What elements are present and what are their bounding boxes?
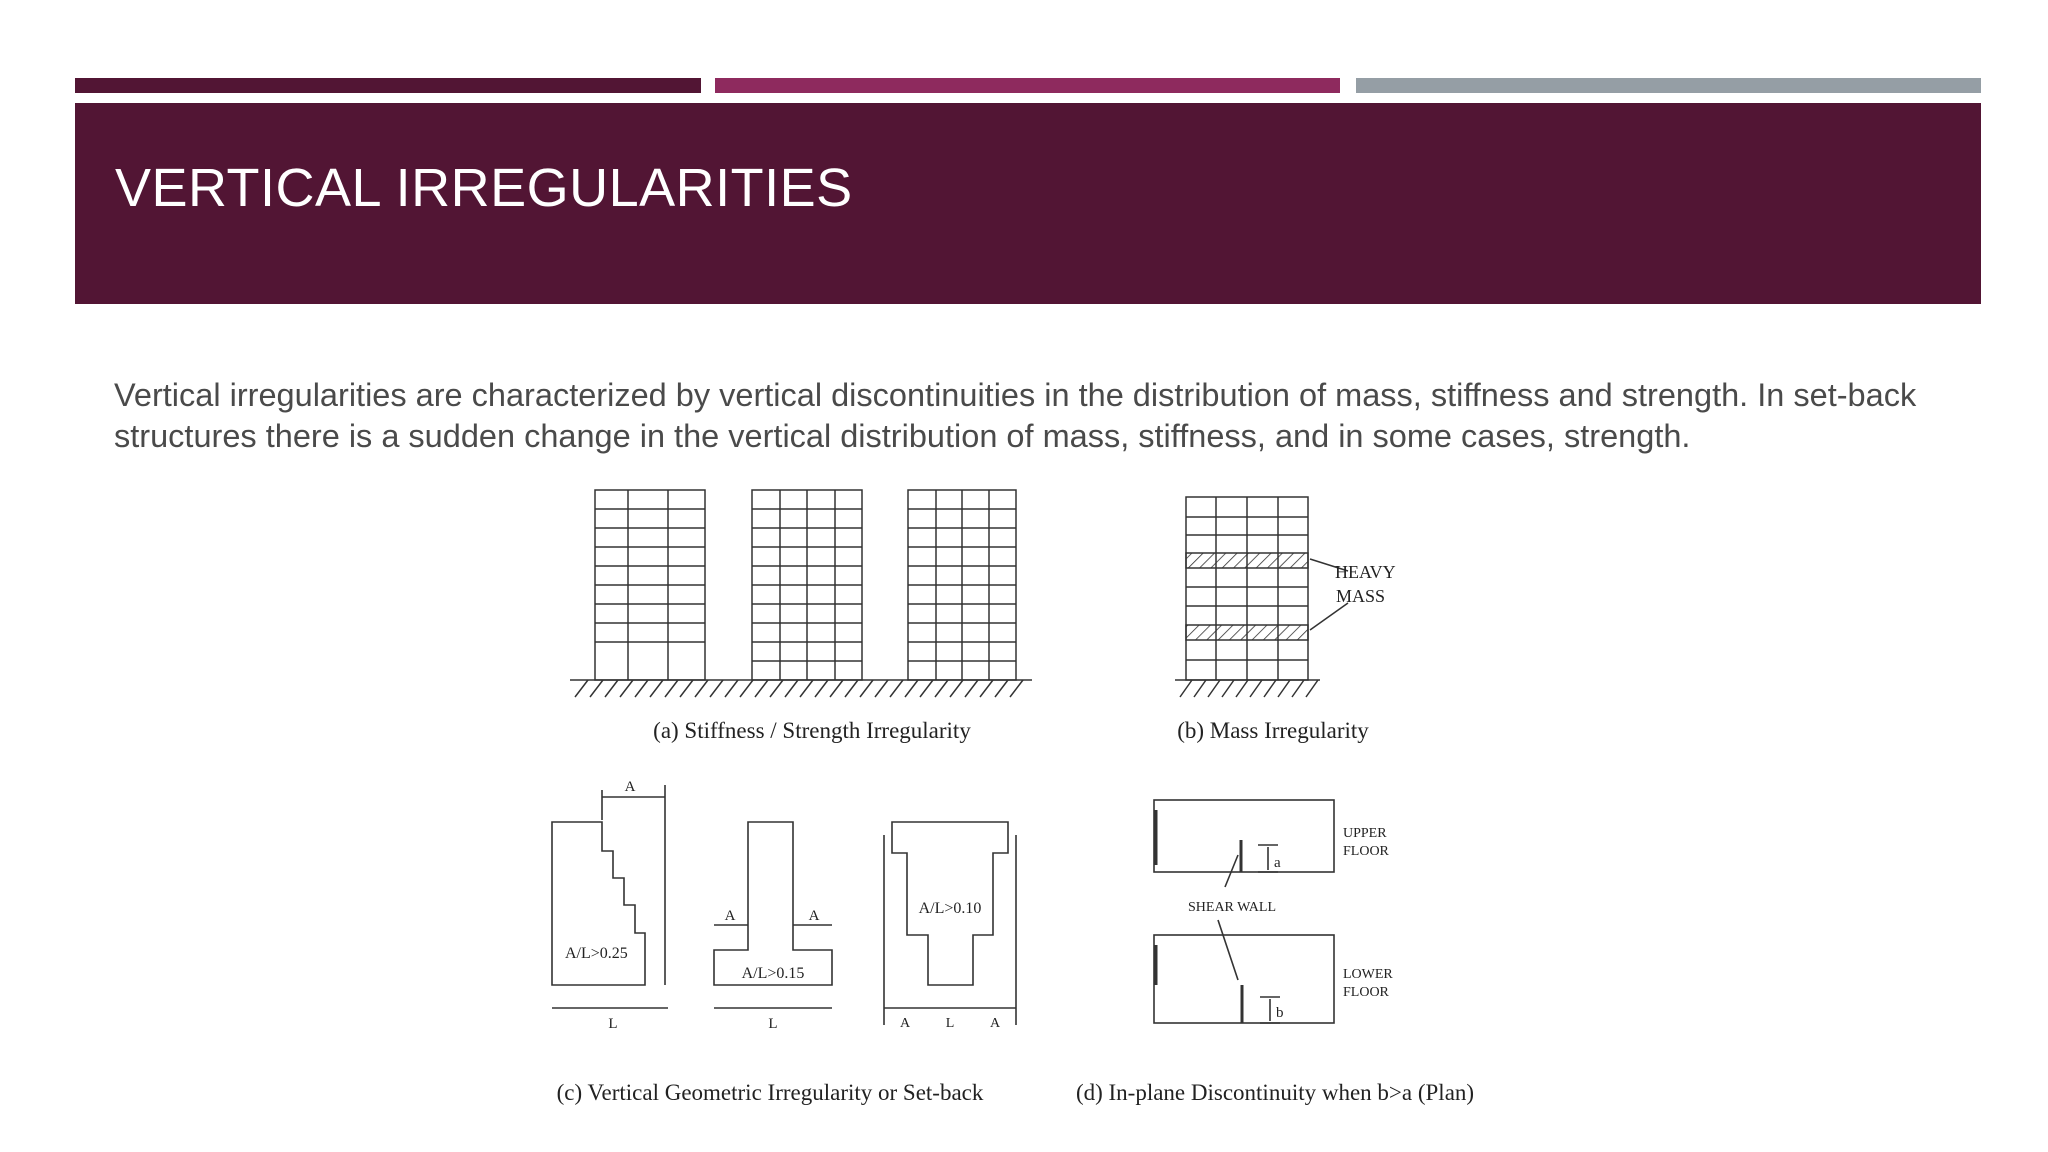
frame-building-1 <box>595 490 705 680</box>
caption-d: (d) In-plane Discontinuity when b>a (Plan) <box>1075 1080 1475 1105</box>
caption-c: (c) Vertical Geometric Irregularity or Set-back <box>556 1080 984 1105</box>
lower-label: LOWER <box>1343 967 1393 982</box>
shear-wall-label: SHEAR WALL <box>1188 900 1277 915</box>
dim-a-4: A <box>899 1016 911 1031</box>
irregularities-figure <box>500 475 1550 1115</box>
dim-b-small: b <box>1276 1005 1284 1021</box>
ground-line-a <box>570 680 1032 697</box>
accent-bar-1 <box>75 78 701 93</box>
body-paragraph: Vertical irregularities are characterized by vertical discontinuities in the distribution of mass, stiffness and strength. In set-back structures there is a sudden change in the vertical distribution of mass, stiffness, and in some cases, strength. <box>114 377 1917 454</box>
setback-shape-3 <box>884 822 1016 1025</box>
accent-bar-3 <box>1356 78 1981 93</box>
upper-floor-plan <box>1154 800 1334 872</box>
dim-a-small: a <box>1274 855 1281 871</box>
upper-floor-label: FLOOR <box>1343 844 1389 859</box>
dim-a-3: A <box>808 908 820 924</box>
dim-l-1: L <box>608 1016 618 1032</box>
lower-floor-label: FLOOR <box>1343 985 1389 1000</box>
caption-a: (a) Stiffness / Strength Irregularity <box>653 718 971 743</box>
dim-l-3: L <box>945 1016 955 1031</box>
slide-title: VERTICAL IRREGULARITIES <box>115 158 853 218</box>
dim-a-1: A <box>624 779 636 795</box>
upper-label: UPPER <box>1343 826 1387 841</box>
title-banner <box>75 103 1981 304</box>
mass-label: MASS <box>1336 586 1386 606</box>
dim-a-2: A <box>724 908 736 924</box>
heavy-label: HEAVY <box>1335 562 1396 582</box>
lower-floor-plan <box>1154 855 1334 1023</box>
frame-building-3 <box>908 490 1016 680</box>
caption-b: (b) Mass Irregularity <box>1177 718 1369 743</box>
setback-shape-1 <box>552 785 668 1008</box>
dim-l-2: L <box>768 1016 778 1032</box>
frame-building-2 <box>752 490 862 680</box>
ratio-025: A/L>0.25 <box>565 945 628 962</box>
accent-bar-2 <box>715 78 1340 93</box>
dim-a-5: A <box>989 1016 1001 1031</box>
ratio-015: A/L>0.15 <box>741 965 805 982</box>
ratio-010: A/L>0.10 <box>918 900 982 917</box>
mass-building <box>1175 497 1348 697</box>
